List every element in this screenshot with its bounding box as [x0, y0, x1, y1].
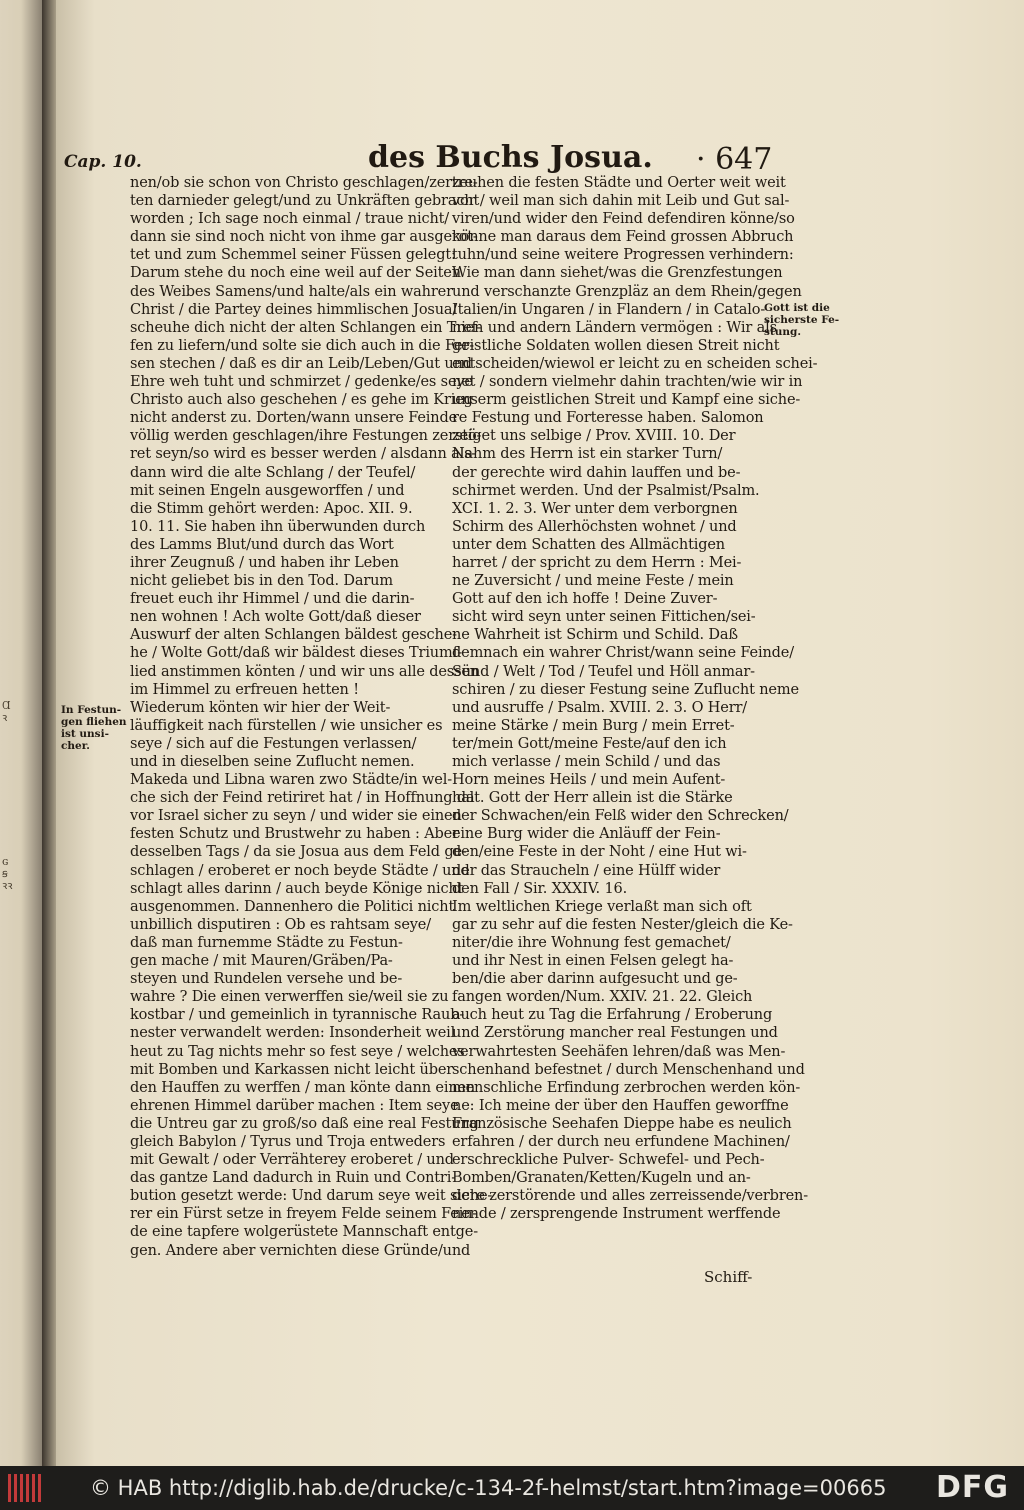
chapter-label: Cap. 10. [64, 152, 142, 172]
text-line: de eine tapfere wolgerüstete Mannschaft entge- [130, 1224, 478, 1241]
text-line: desselben Tags / da sie Josua aus dem Feld ge- [130, 844, 467, 861]
text-line: che sich der Feind retiriret hat / in Hoffnung da [130, 790, 475, 807]
text-line: und in dieselben seine Zuflucht nemen. [130, 754, 415, 770]
text-line: mit seinen Engeln ausgeworffen / und [130, 482, 405, 499]
text-column-left [130, 174, 493, 1260]
text-line: den Fall / Sir. XXXIV. 16. [452, 880, 628, 897]
previous-page-marks: Ɑ ꝛ ɢ ꞩ ꝛꝛ [2, 699, 13, 892]
text-line: sicht wird seyn unter seinen Fittichen/sei- [452, 609, 756, 626]
text-line: ne: Ich meine der über den Hauffen geworffne [452, 1097, 789, 1114]
text-line: tuhn/und seine weitere Progressen verhindern: [452, 247, 794, 264]
text-line: auch heut zu Tag die Erfahrung / Eroberung [452, 1007, 773, 1024]
text-line: ausgenommen. Dannenhero die Politici nicht [130, 898, 455, 915]
text-line: nen wohnen ! Ach wolte Gott/daß dieser [130, 609, 421, 626]
text-line: unserm geistlichen Streit und Kampf eine siche- [452, 392, 801, 409]
text-line: nicht anderst zu. Dorten/wann unsere Feinde [130, 410, 458, 427]
footer-bar [0, 1466, 1024, 1510]
text-line: dere zerstörende und alles zerreissende/verbren- [452, 1188, 808, 1205]
text-line: Schirm des Allerhöchsten wohnet / und [452, 518, 737, 535]
text-line: lied anstimmen könten / und wir uns alle dessen [130, 663, 479, 680]
text-line: halt. Gott der Herr allein ist die Stärke [452, 790, 733, 807]
text-line: Ehre weh tuht und schmirzet / gedenke/es seye [130, 374, 473, 391]
text-line: wahre ? Die einen verwerffen sie/weil sie zu [130, 989, 449, 1006]
text-line: scheuhe dich nicht der alten Schlangen ein Tref- [130, 319, 481, 336]
text-line: schiren / zu dieser Festung seine Zuflucht neme [452, 681, 799, 698]
text-line: menschliche Erfindung zerbrochen werden kön- [452, 1079, 801, 1096]
text-line: gar zu sehr auf die festen Nester/gleich die Ke- [452, 916, 793, 933]
text-line: meine Stärke / mein Burg / mein Erret- [452, 717, 735, 734]
text-line: nende / zersprengende Instrument werffende [452, 1206, 781, 1223]
text-line: die Untreu gar zu groß/so daß eine real Festung [130, 1115, 479, 1132]
text-line: heut zu Tag nichts mehr so fest seye / welches [130, 1043, 465, 1060]
text-line: dann wird die alte Schlang / der Teufel/ [130, 464, 416, 481]
text-line: eine Burg wider die Anläuff der Fein- [452, 826, 721, 843]
text-line: Wie man dann siehet/was die Grenzfestungen [452, 265, 783, 282]
text-line: im Himmel zu erfreuen hetten ! [130, 681, 359, 698]
text-line: das gantze Land dadurch in Ruin und Contri- [130, 1170, 456, 1187]
text-line: geistliche Soldaten wollen diesen Streit nicht [452, 337, 780, 354]
text-line: gen. Andere aber vernichten diese Gründe/und [130, 1242, 471, 1259]
text-line: zeuhen die festen Städte und Oerter weit weit [452, 175, 786, 191]
text-line: völlig werden geschlagen/ihre Festungen zerstö- [130, 428, 482, 445]
text-line: demnach ein wahrer Christ/wann seine Feinde/ [452, 645, 794, 662]
text-line: gleich Babylon / Tyrus und Troja entweders [130, 1133, 446, 1150]
text-line: schlagen / eroberet er noch beyde Städte / und [130, 862, 470, 879]
text-line: viren/und wider den Feind defendiren könne/so [452, 211, 795, 228]
text-line: schlagt alles darinn / auch beyde Könige nicht [130, 880, 464, 897]
text-line: der gerechte wird dahin lauffen und be- [452, 464, 741, 481]
text-line: mit Gewalt / oder Verrähterey eroberet / und [130, 1152, 454, 1169]
text-line: ter/mein Gott/meine Feste/auf den ich [452, 735, 727, 752]
running-title: des Buchs Josua. [368, 140, 653, 175]
text-line: Christo auch also geschehen / es gehe im Krieg [130, 392, 473, 409]
text-line: niter/die ihre Wohnung fest gemachet/ [452, 934, 731, 951]
text-line: der das Straucheln / eine Hülff wider [452, 862, 721, 879]
text-line: Französische Seehafen Dieppe habe es neulich [452, 1115, 792, 1132]
text-line: ne Wahrheit ist Schirm und Schild. Daß [452, 627, 738, 644]
text-line: und ausruffe / Psalm. XVIII. 2. 3. O Herr/ [452, 699, 747, 716]
catchword: Schiff- [704, 1268, 753, 1286]
text-line: zeiget uns selbige / Prov. XVIII. 10. Der [452, 428, 736, 445]
text-line: worden ; Ich sage noch einmal / traue nicht/ [130, 211, 450, 228]
margin-note-left: In Festun- gen fliehen ist unsi- cher. [61, 704, 127, 752]
text-line: unbillich disputiren : Ob es rahtsam seye/ [130, 916, 431, 933]
text-line: festen Schutz und Brustwehr zu haben : Aber [130, 826, 459, 843]
text-line: fen zu liefern/und solte sie dich auch in die Fer- [130, 337, 475, 354]
text-line: Christ / die Partey deines himmlischen Josua/ [130, 301, 458, 318]
text-line: erschreckliche Pulver- Schwefel- und Pech- [452, 1152, 765, 1169]
text-line: daß man furnemme Städte zu Festun- [130, 934, 403, 951]
text-line: steyen und Rundelen versehe und be- [130, 971, 403, 988]
text-line: ne Zuversicht / und meine Feste / mein [452, 573, 734, 590]
text-line: nester verwandelt werden: Insonderheit weil [130, 1025, 456, 1042]
text-line: ihrer Zeugnuß / und haben ihr Leben [130, 554, 399, 571]
text-line: XCI. 1. 2. 3. Wer unter dem verborgnen [452, 500, 738, 517]
dfg-logo: DFG [936, 1470, 1010, 1505]
copyright-url[interactable]: © HAB http://diglib.hab.de/drucke/c-134-2f-helmst/start.htm?image=00665 [90, 1476, 887, 1500]
text-line: Gott auf den ich hoffe ! Deine Zuver- [452, 591, 718, 608]
text-line: nicht geliebet bis in den Tod. Darum [130, 573, 393, 590]
text-line: könne man daraus dem Feind grossen Abbruch [452, 229, 794, 246]
text-line: schenhand befestnet / durch Menschenhand und [452, 1061, 805, 1078]
text-line: Bomben/Granaten/Ketten/Kugeln und an- [452, 1170, 751, 1187]
text-line: gen mache / mit Mauren/Gräben/Pa- [130, 953, 393, 970]
text-line: ehrenen Himmel darüber machen : Item seye [130, 1097, 459, 1114]
text-line: 10. 11. Sie haben ihn überwunden durch [130, 518, 426, 535]
text-line: Auswurf der alten Schlangen bäldest gesche- [130, 627, 457, 644]
text-line: Im weltlichen Kriege verlaßt man sich oft [452, 898, 752, 915]
text-line: bution gesetzt werde: Und darum seye weit siche- [130, 1188, 493, 1205]
book-page [56, 0, 1024, 1466]
text-line: und ihr Nest in einen Felsen gelegt ha- [452, 953, 734, 970]
hab-logo-icon [8, 1474, 42, 1502]
previous-page-edge [0, 0, 42, 1466]
text-line: verwahrtesten Seehäfen lehren/daß was Men- [452, 1043, 786, 1060]
page-number: · 647 [696, 142, 773, 177]
text-line: Sünd / Welt / Tod / Teufel und Höll anmar- [452, 663, 755, 680]
text-line: und Zerstörung mancher real Festungen und [452, 1025, 778, 1042]
text-line: Darum stehe du noch eine weil auf der Seiten [130, 265, 461, 282]
text-line: he / Wolte Gott/daß wir bäldest dieses Triumf- [130, 645, 463, 662]
text-line: mit Bomben und Karkassen nicht leicht über [130, 1061, 454, 1078]
text-line: Horn meines Heils / und mein Aufent- [452, 772, 726, 789]
text-line: der Schwachen/ein Felß wider den Schrecken/ [452, 808, 789, 825]
text-line: Wiederum könten wir hier der Weit- [130, 699, 391, 716]
text-line: vor Israel sicher zu seyn / und wider sie einen [130, 808, 462, 825]
text-line: vor / weil man sich dahin mit Leib und Gut sal- [452, 193, 790, 210]
text-line: kostbar / und gemeinlich in tyrannische Raub- [130, 1007, 465, 1024]
text-line: ben/die aber darinn aufgesucht und ge- [452, 971, 738, 988]
text-line: Makeda und Libna waren zwo Städte/in wel- [130, 772, 452, 789]
text-line: mich verlasse / mein Schild / und das [452, 754, 721, 770]
text-line: fangen worden/Num. XXIV. 21. 22. Gleich [452, 989, 753, 1006]
text-line: sen stechen / daß es dir an Leib/Leben/Gut und [130, 355, 472, 372]
margin-note-right: Gott ist die sicherste Fe- stung. [764, 302, 840, 338]
text-line: ret seyn/so wird es besser werden / alsdann als- [130, 446, 477, 463]
text-line: tet und zum Schemmel seiner Füssen gelegt: [130, 247, 456, 264]
text-line: seye / sich auf die Festungen verlassen/ [130, 735, 417, 752]
text-line: des Lamms Blut/und durch das Wort [130, 536, 394, 553]
text-line: entscheiden/wiewol er leicht zu en scheiden schei- [452, 355, 818, 372]
text-line: den/eine Feste in der Noht / eine Hut wi- [452, 844, 747, 861]
text-line: erfahren / der durch neu erfundene Machinen/ [452, 1133, 790, 1150]
text-line: ten darnieder gelegt/und zu Unkräften gebracht [130, 193, 480, 210]
text-line: die Stimm gehört werden: Apoc. XII. 9. [130, 500, 413, 517]
text-line: nen/ob sie schon von Christo geschlagen/zertre- [130, 175, 478, 191]
text-line: läuffigkeit nach fürstellen / wie unsicher es [130, 717, 443, 734]
text-line: schirmet werden. Und der Psalmist/Psalm. [452, 482, 760, 499]
text-line: Italien/in Ungaren / in Flandern / in Catalo- [452, 301, 766, 318]
text-line: nien und andern Ländern vermögen : Wir als [452, 319, 777, 336]
book-gutter [42, 0, 56, 1466]
text-line: den Hauffen zu werffen / man könte dann einen [130, 1079, 476, 1096]
text-line: dann sie sind noch nicht von ihme gar ausgerot- [130, 229, 478, 246]
text-line: des Weibes Samens/und halte/als ein wahrer [130, 283, 453, 300]
text-line: rer ein Fürst setze in freyem Felde seinem Fein- [130, 1206, 478, 1223]
text-line: freuet euch ihr Himmel / und die darin- [130, 591, 415, 608]
text-line: re Festung und Forteresse haben. Salomon [452, 410, 764, 427]
text-line: und verschanzte Grenzpläz an dem Rhein/gegen [452, 283, 802, 300]
text-line: unter dem Schatten des Allmächtigen [452, 536, 725, 553]
text-line: harret / der spricht zu dem Herrn : Mei- [452, 554, 742, 571]
text-line: Nahm des Herrn ist ein starker Turn/ [452, 446, 723, 463]
text-line: net / sondern vielmehr dahin trachten/wie wir in [452, 374, 803, 391]
